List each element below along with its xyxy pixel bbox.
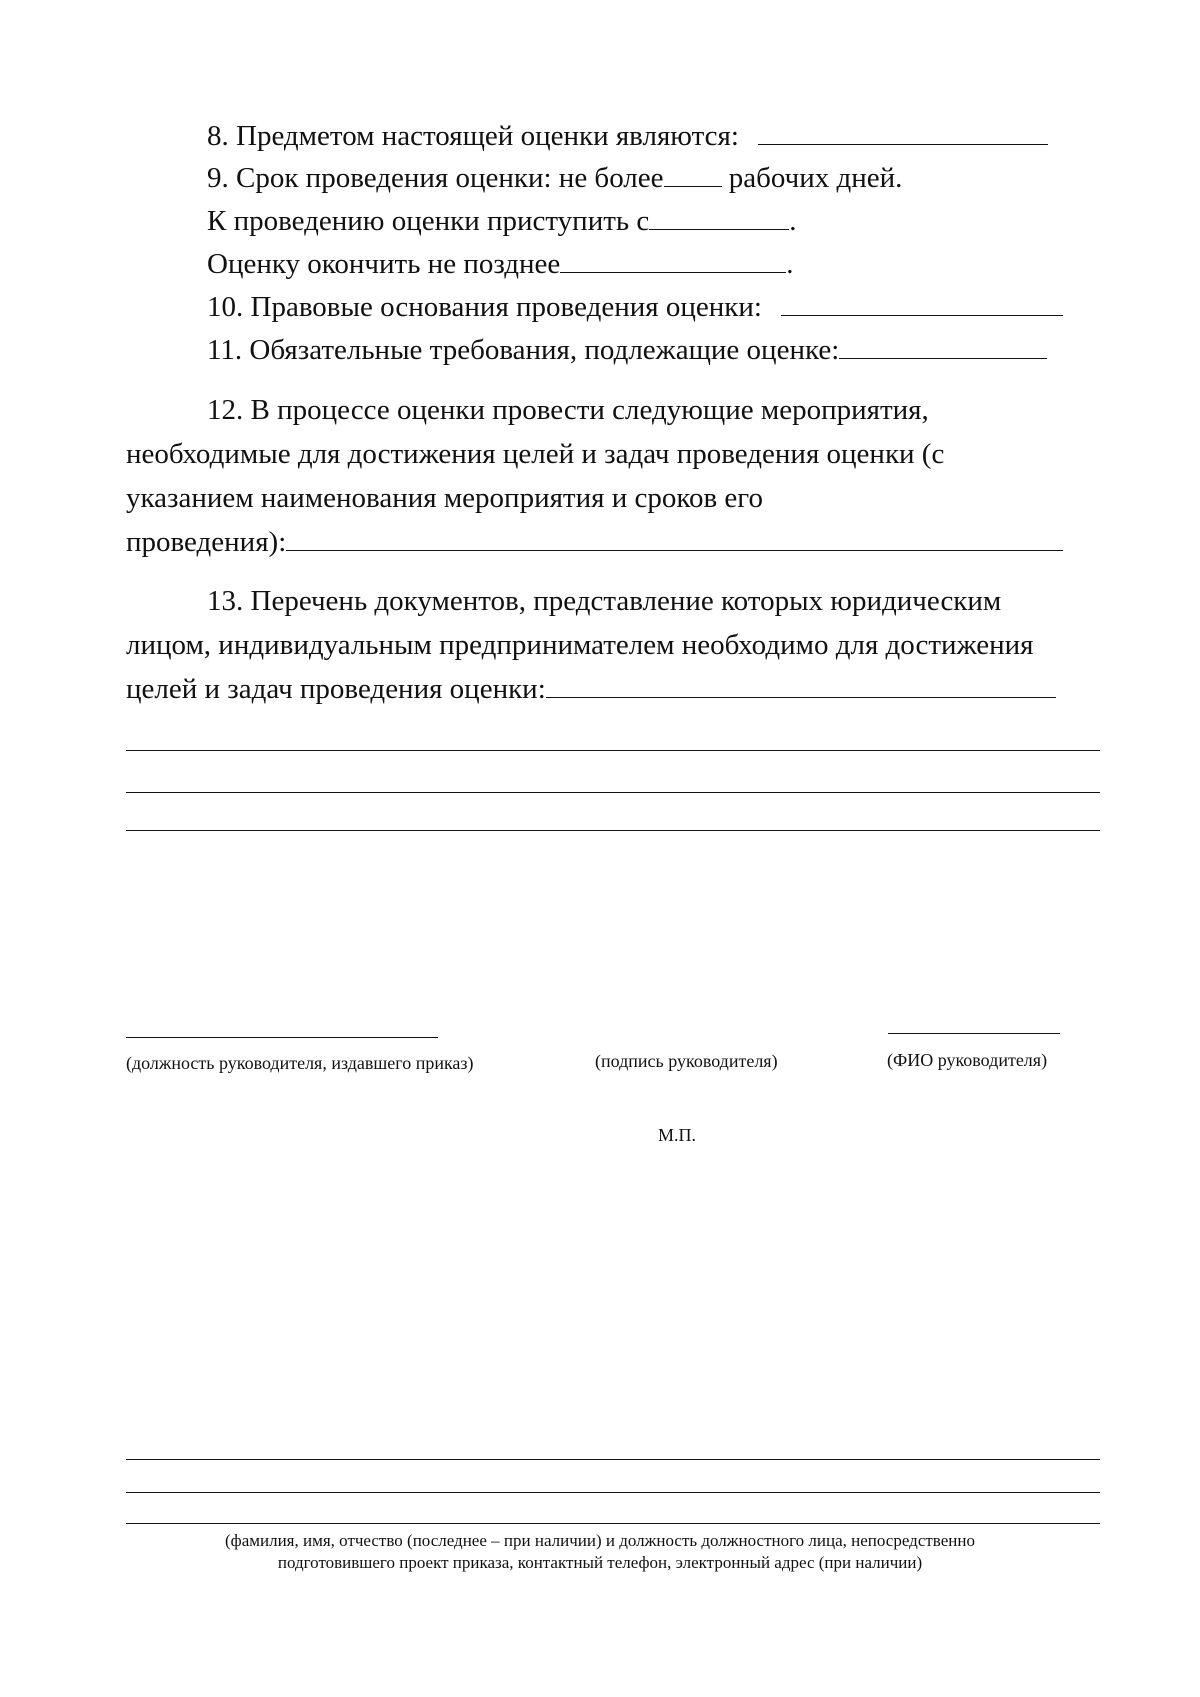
stamp-mark: М.П.	[658, 1125, 697, 1145]
item-13-line-2	[126, 627, 1033, 663]
position-label: (должность руководителя, издавшего приказ)	[126, 1053, 474, 1073]
signature-label: (подпись руководителя)	[595, 1051, 778, 1071]
footnote-line-2: подготовившего проект приказа, контактный телефон, электронный адрес (при наличии)	[277, 1553, 923, 1572]
item-13-blank[interactable]	[546, 673, 1056, 698]
name-label: (ФИО руководителя)	[887, 1050, 1048, 1070]
blank-line-3[interactable]	[126, 830, 1100, 831]
preparer-footnote	[150, 1530, 1050, 1574]
item-12-line-2	[126, 436, 944, 472]
item-9-text: 9. Срок проведения оценки: не более	[207, 162, 664, 194]
item-12-text-3: указанием наименования мероприятия и сроков его	[126, 482, 763, 514]
item-8	[207, 118, 1048, 154]
item-11-blank[interactable]	[839, 334, 1047, 359]
start-text: К проведению оценки приступить с	[207, 205, 650, 237]
end-period: .	[786, 248, 794, 280]
end-date-blank[interactable]	[560, 248, 786, 273]
item-11	[207, 332, 1047, 368]
footnote-line-1: (фамилия, имя, отчество (последнее – при наличии) и должность должностного лица, непосредственно	[225, 1531, 975, 1550]
item-13-line-1	[207, 583, 1001, 619]
item-9	[207, 160, 902, 196]
item-12-text-1: 12. В процессе оценки провести следующие мероприятия,	[207, 394, 929, 426]
blank-line-1[interactable]	[126, 750, 1100, 751]
item-12-line-1	[207, 392, 929, 428]
item-8-blank[interactable]	[758, 120, 1048, 145]
item-13-text-3: целей и задач проведения оценки:	[126, 673, 546, 705]
item-9-suffix: рабочих дней.	[728, 162, 903, 194]
item-13-line-3	[126, 671, 1056, 707]
item-12-text-2: необходимые для достижения целей и задач проведения оценки (с	[126, 438, 945, 470]
item-12-line-4	[126, 524, 1063, 560]
item-12-text-4: проведения):	[126, 526, 287, 558]
item-13-text-1: 13. Перечень документов, представление которых юридическим	[207, 585, 1002, 617]
preparer-line-2[interactable]	[126, 1492, 1100, 1493]
preparer-line-3[interactable]	[126, 1523, 1100, 1524]
start-date-blank[interactable]	[649, 205, 789, 230]
item-12-line-3	[126, 480, 763, 516]
end-line	[207, 246, 794, 282]
name-signature-line[interactable]	[888, 1033, 1060, 1034]
start-line	[207, 203, 797, 239]
preparer-line-1[interactable]	[126, 1459, 1100, 1460]
item-12-blank[interactable]	[286, 526, 1063, 551]
position-signature-line[interactable]	[126, 1037, 438, 1038]
blank-line-2[interactable]	[126, 792, 1100, 793]
item-10-blank[interactable]	[781, 291, 1063, 316]
item-10	[207, 289, 1063, 325]
item-11-text: 11. Обязательные требования, подлежащие оценке:	[207, 334, 840, 366]
item-10-text: 10. Правовые основания проведения оценки:	[207, 291, 762, 323]
end-text: Оценку окончить не позднее	[207, 248, 561, 280]
item-8-text: 8. Предметом настоящей оценки являются:	[207, 120, 739, 152]
start-period: .	[789, 205, 797, 237]
item-13-text-2: лицом, индивидуальным предпринимателем необходимо для достижения	[126, 629, 1034, 661]
item-9-days-blank[interactable]	[664, 162, 722, 187]
